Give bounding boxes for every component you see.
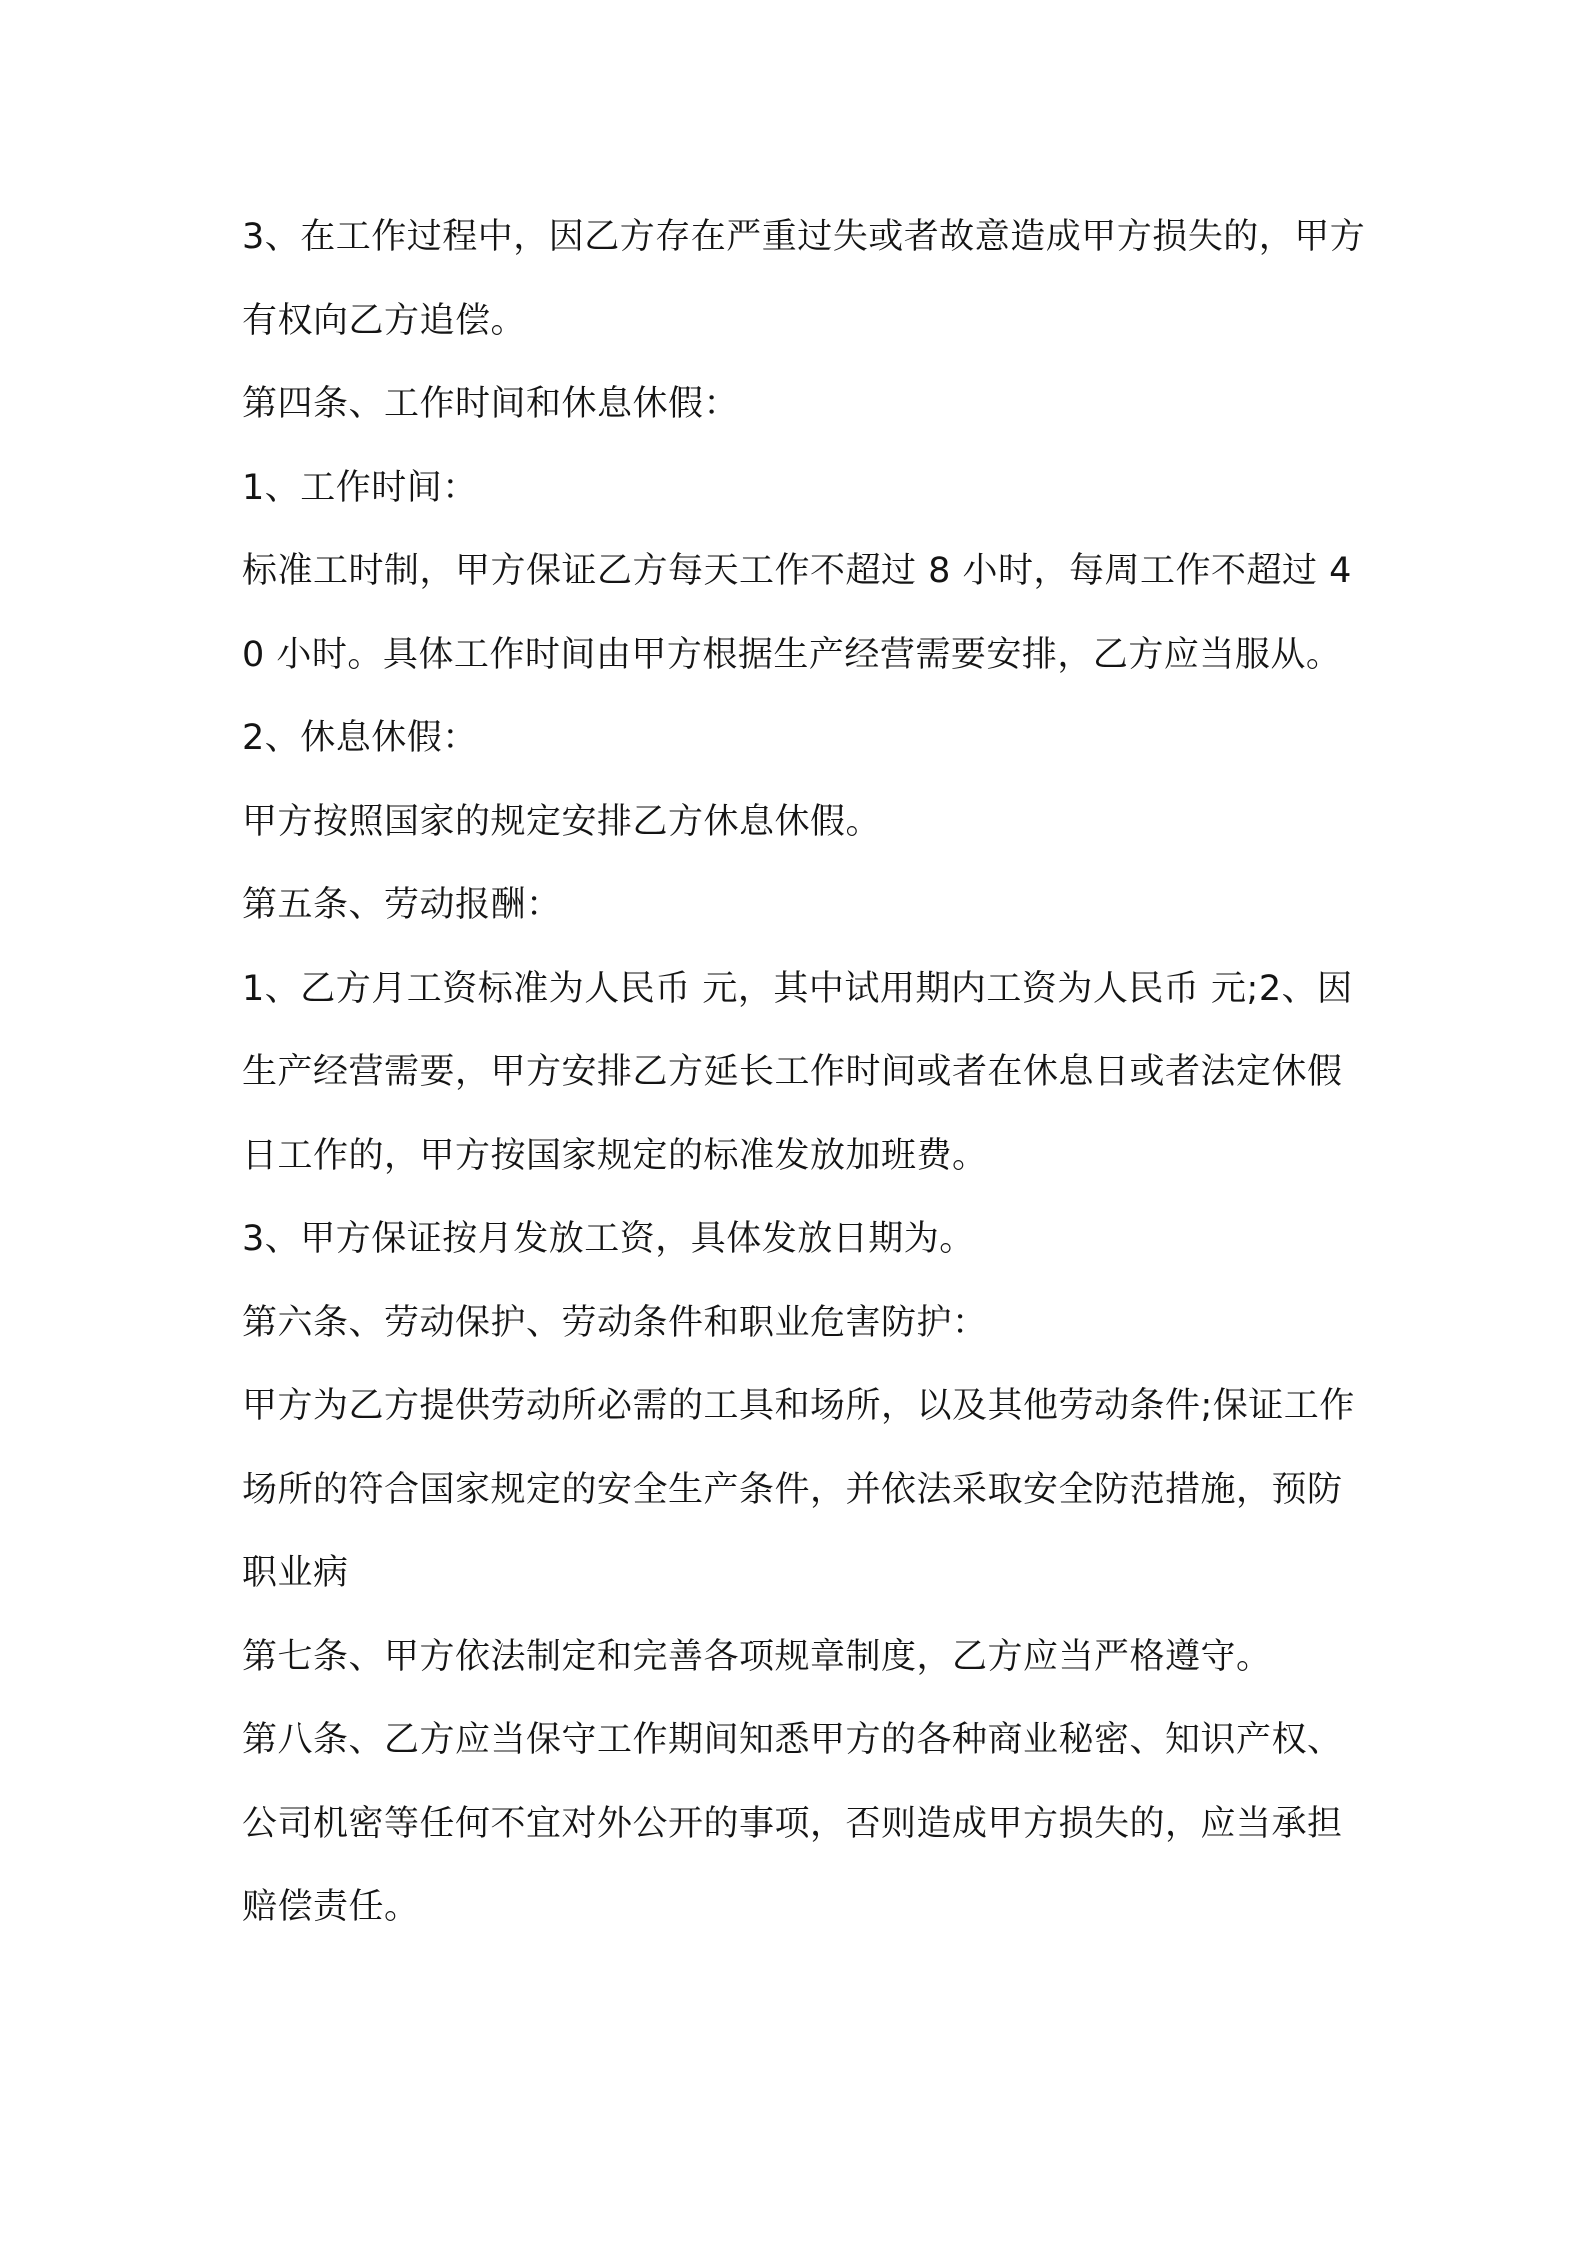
paragraph-labor-protection: 甲方为乙方提供劳动所必需的工具和场所，以及其他劳动条件;保证工作场所的符合国家规定的安全生产条件，并依法采取安全防范措施，预防职业病	[242, 1386, 1355, 1593]
heading-article-7: 第七条、甲方依法制定和完善各项规章制度，乙方应当严格遵守。	[242, 1636, 1272, 1677]
paragraph-rest-leave: 甲方按照国家的规定安排乙方休息休假。	[242, 801, 882, 842]
heading-article-5: 第五条、劳动报酬：	[242, 885, 562, 925]
paragraph-wage-standard: 1、乙方月工资标准为人民币 元，其中试用期内工资为人民币 元;2、因生产经营需要，甲方安排乙方延长工作时间或者在休息日或者法定休假日工作的，甲方按国家规定的标准发放加班费。	[242, 968, 1353, 1176]
heading-article-6: 第六条、劳动保护、劳动条件和职业危害防护：	[242, 1302, 988, 1343]
subheading-working-hours: 1、工作时间：	[242, 467, 478, 508]
document-body	[242, 196, 1372, 1950]
subheading-rest-leave: 2、休息休假：	[242, 718, 478, 758]
heading-article-8: 第八条、乙方应当保守工作期间知悉甲方的各种商业秘密、知识产权、公司机密等任何不宜对外公开的事项，否则造成甲方损失的，应当承担赔偿责任。	[242, 1720, 1343, 1927]
heading-article-4: 第四条、工作时间和休息休假：	[242, 384, 740, 424]
paragraph-clause-3-compensation: 3、在工作过程中，因乙方存在严重过失或者故意造成甲方损失的，甲方有权向乙方追偿。	[242, 217, 1366, 341]
paragraph-standard-hours: 标准工时制，甲方保证乙方每天工作不超过 8 小时，每周工作不超过 40 小时。具体工作时间由甲方根据生产经营需要安排，乙方应当服从。	[242, 551, 1352, 675]
paragraph-wage-payment: 3、甲方保证按月发放工资，具体发放日期为。	[242, 1219, 975, 1259]
